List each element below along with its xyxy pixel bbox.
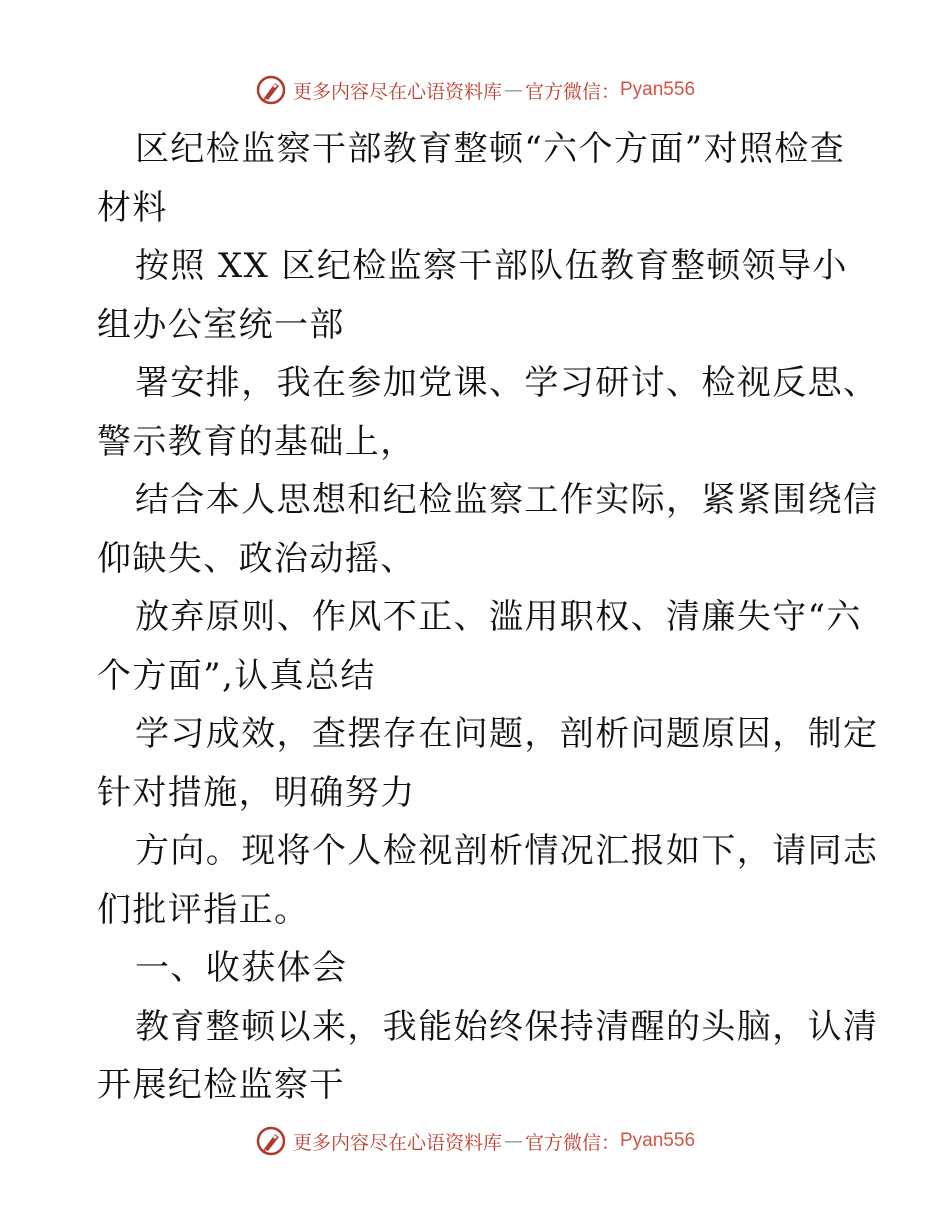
- doc-paragraph-line: 仰缺失、政治动摇、: [97, 538, 416, 579]
- banner-handle: Pyan556: [620, 1130, 696, 1151]
- doc-paragraph-line: 按照 XX 区纪检监察干部队伍教育整顿领导小: [135, 246, 848, 286]
- document-body: [97, 120, 879, 1115]
- doc-paragraph-line: 们批评指正。: [97, 889, 310, 930]
- doc-paragraph-line: 学习成效，查摆存在问题，剖析问题原因，制定: [135, 714, 879, 754]
- doc-paragraph-line: 组办公室统一部: [97, 304, 345, 345]
- doc-paragraph-line: 结合本人思想和纪检监察工作实际，紧紧围绕信: [135, 480, 879, 520]
- banner-wechat-label: 官方微信：: [524, 1131, 620, 1154]
- doc-paragraph-line: 教育整顿以来，我能始终保持清醒的头脑，认清: [135, 1006, 879, 1047]
- doc-paragraph-line: 方向。现将个人检视剖析情况汇报如下，请同志: [135, 831, 879, 871]
- section-heading: 一、收获体会: [135, 948, 348, 988]
- doc-paragraph-line: 警示教育的基础上，: [97, 421, 416, 462]
- doc-title-line-2: 材料: [97, 187, 168, 228]
- doc-paragraph-line: 署安排，我在参加党课、学习研讨、检视反思、: [135, 363, 879, 403]
- doc-paragraph-line: 放弃原则、作风不正、滥用职权、清廉失守“六: [135, 597, 862, 637]
- banner-handle: Pyan556: [620, 79, 696, 100]
- banner-text: 更多内容尽在心语资料库: [292, 80, 502, 103]
- banner-separator: —: [503, 1130, 523, 1152]
- banner-text: 更多内容尽在心语资料库: [292, 1131, 502, 1154]
- doc-paragraph-line: 个方面”,认真总结: [97, 655, 376, 696]
- header-banner: [0, 70, 950, 110]
- banner-separator: —: [503, 79, 523, 101]
- pen-nib-logo-icon: [255, 74, 287, 106]
- footer-banner: [0, 1121, 950, 1161]
- doc-title-line-1: 区纪检监察干部教育整顿“六个方面”对照检查: [135, 129, 846, 169]
- banner-wechat-label: 官方微信：: [524, 80, 620, 103]
- doc-paragraph-line: 针对措施，明确努力: [97, 772, 416, 813]
- doc-paragraph-line: 开展纪检监察干: [97, 1065, 345, 1105]
- pen-nib-logo-icon: [255, 1125, 287, 1157]
